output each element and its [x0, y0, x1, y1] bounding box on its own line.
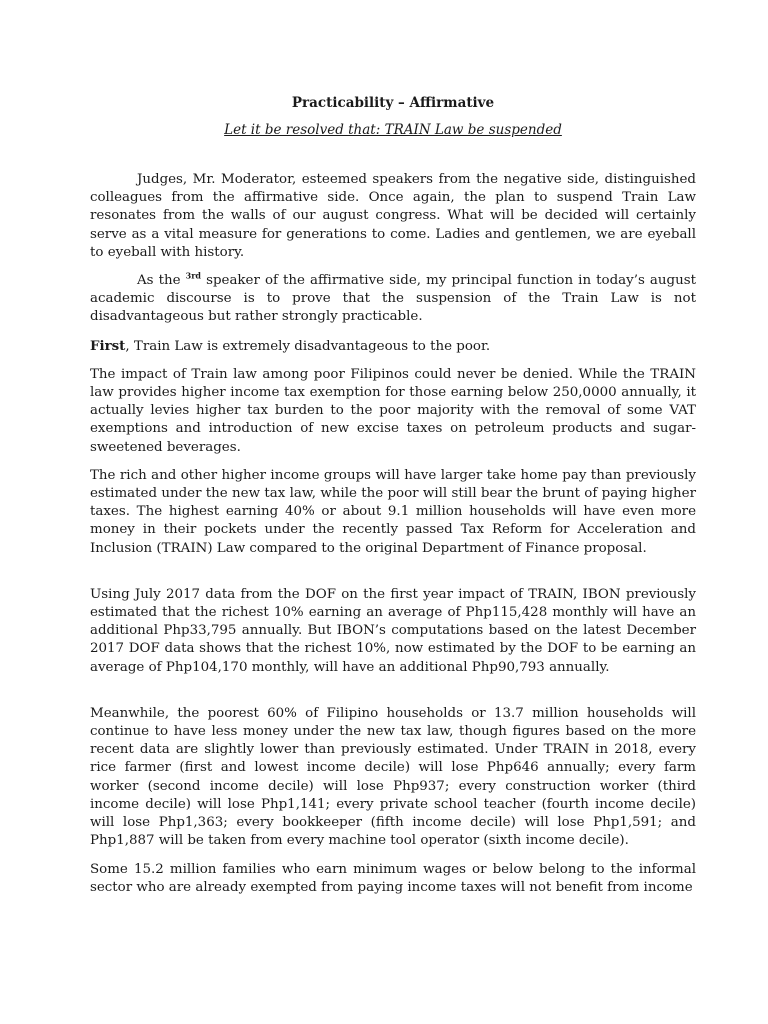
document-title: Practicability – Affirmative	[291, 95, 495, 111]
first-point-text: , Train Law is extremely disadvantageous to the poor.	[125, 338, 491, 354]
paragraph-income-groups: The rich and other higher income groups will have larger take home pay than previously estimated under the new tax law, while the poor will still bear the brunt of paying higher taxes. The highest earning 40% or about 9.1 million households will have even more money in their pockets under the recently passed Tax Reform for Acceleration and Inclusion (TRAIN) Law compared to the original Department of Finance proposal.	[90, 467, 696, 556]
paragraph-poorest-households: Meanwhile, the poorest 60% of Filipino households or 13.7 million households will continue to have less money under the new tax law, though figures based on the more recent data are slightly lower than previously estimated. Under TRAIN in 2018, every rice farmer (first and lowest income decile) will lose Php646 annually; every farm worker (second income decile) will lose Php937; every construction worker (third income decile) will lose Php1,141; every private school teacher (fourth income decile) will lose Php1,363; every bookkeeper (fifth income decile) will lose Php1,591; and Php1,887 will be taken from every machine tool operator (sixth income decile).	[90, 705, 696, 849]
speaker-role-text-end: speaker of the affirmative side, my principal function in today’s august academic discourse is to prove that the suspension of the Train Law is not disadvantageous but rather strongly practicable.	[90, 273, 696, 325]
paragraph-dof-data: Using July 2017 data from the DOF on the first year impact of TRAIN, IBON previously estimated that the richest 10% earning an average of Php115,428 monthly will have an additional Php33,795 annually. But IBON’s computations based on the latest December 2017 DOF data shows that the richest 10%, now estimated by the DOF to be earning an average of Php104,170 monthly, will have an additional Php90,793 annually.	[90, 586, 696, 675]
paragraph-first-point	[90, 337, 696, 356]
document-subtitle: Let it be resolved that: TRAIN Law be suspended	[224, 122, 562, 138]
paragraph-minimum-wage: Some 15.2 million families who earn minimum wages or below belong to the informal sector who are already exempted from paying income taxes will not benefit from income	[90, 861, 696, 895]
page-bottom-blank	[0, 912, 768, 1024]
paragraph-opening: Judges, Mr. Moderator, esteemed speakers from the negative side, distinguished colleagues from the affirmative side. Once again, the plan to suspend Train Law resonates from the walls of our august congress. What will be decided will certainly serve as a vital measure for generations to come. Ladies and gentlemen, we are eyeball to eyeball with history.	[90, 172, 696, 260]
speaker-role-text-start: As the	[137, 273, 186, 289]
ordinal-superscript: 3rd	[185, 270, 201, 281]
paragraph-speaker-role	[90, 272, 696, 327]
paragraph-impact: The impact of Train law among poor Filipinos could never be denied. While the TRAIN law provides higher income tax exemption for those earning below 250,0000 annually, it actually levies higher tax burden to the poor majority with the removal of some VAT exemptions and introduction of new excise taxes on petroleum products and sugar-sweetened beverages.	[90, 366, 696, 455]
first-point-lead: First	[90, 337, 126, 354]
